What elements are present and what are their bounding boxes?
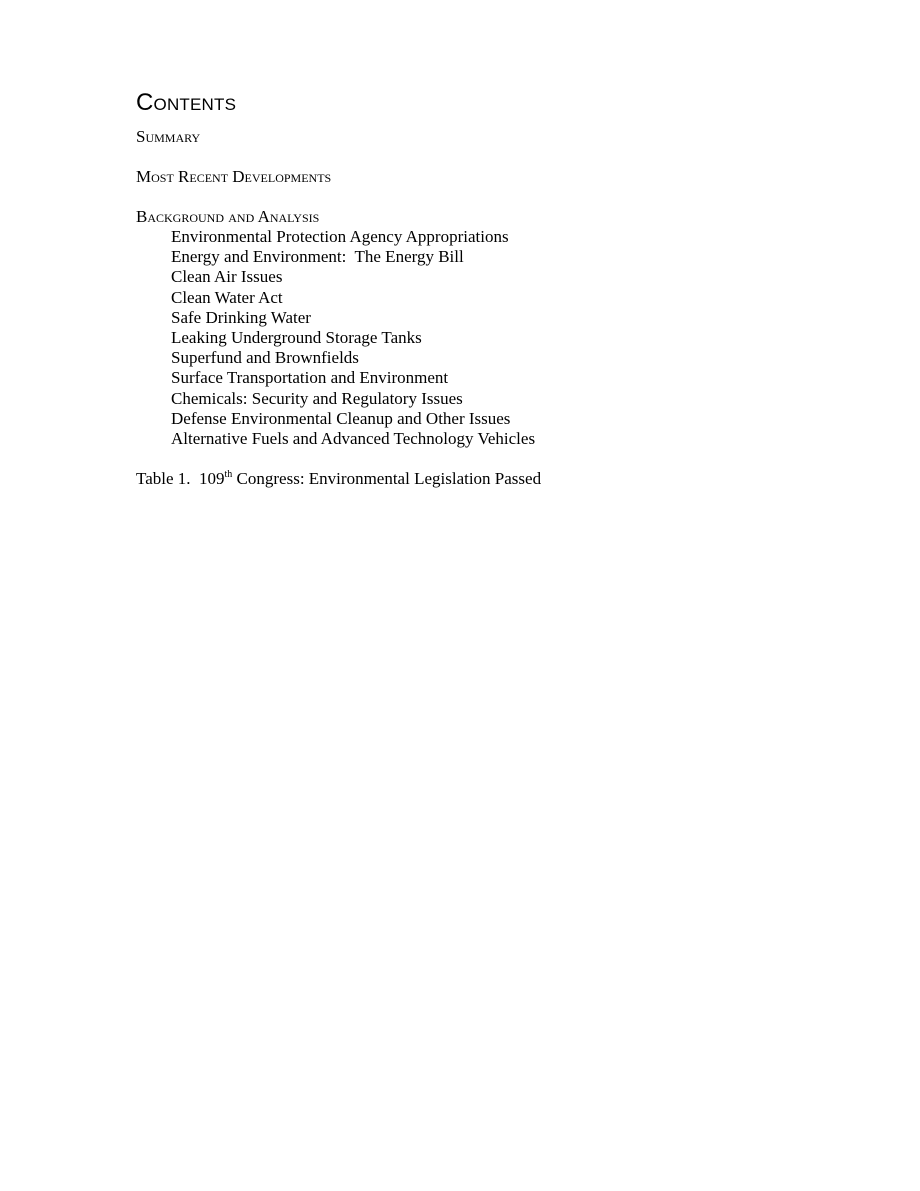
contents-title: Contents — [136, 89, 237, 116]
toc-link-summary[interactable]: Summary — [136, 127, 201, 146]
toc-link-most-recent-developments[interactable]: Most Recent Developments — [136, 167, 332, 186]
table-entry-suffix: Congress: Environmental Legislation Passed — [232, 469, 542, 489]
toc-subsection-superfund-brownfields[interactable]: Superfund and Brownfields — [171, 348, 359, 368]
toc-subsection-leaking-tanks[interactable]: Leaking Underground Storage Tanks — [171, 328, 422, 348]
toc-section-summary — [136, 127, 836, 147]
toc-subsection-defense-cleanup[interactable]: Defense Environmental Cleanup and Other Issues — [171, 408, 511, 428]
toc-subsection-energy-bill[interactable]: Energy and Environment: The Energy Bill — [171, 247, 464, 267]
toc-subsection-surface-transportation[interactable]: Surface Transportation and Environment — [171, 368, 449, 388]
toc-subsection-clean-water-act[interactable]: Clean Water Act — [171, 287, 283, 307]
toc-section-most-recent-developments — [136, 167, 836, 187]
toc-subsection-safe-drinking-water[interactable]: Safe Drinking Water — [171, 307, 311, 327]
toc-subsection-alternative-fuels[interactable]: Alternative Fuels and Advanced Technology Vehicles — [171, 429, 536, 449]
toc-link-background-and-analysis[interactable]: Background and Analysis — [136, 207, 320, 226]
toc-subsection-epa-appropriations[interactable]: Environmental Protection Agency Appropriations — [171, 227, 509, 246]
toc-subsection-clean-air[interactable]: Clean Air Issues — [171, 267, 283, 287]
contents-page — [136, 88, 836, 506]
toc-subsection-chemicals[interactable]: Chemicals: Security and Regulatory Issues — [171, 388, 463, 408]
toc-subsection-list — [136, 227, 836, 449]
toc-section-background-and-analysis — [136, 207, 836, 449]
toc-table-1-link[interactable] — [136, 469, 836, 489]
table-entry-prefix: Table 1. 109 — [136, 469, 225, 489]
table-entry-superscript: th — [224, 468, 233, 480]
